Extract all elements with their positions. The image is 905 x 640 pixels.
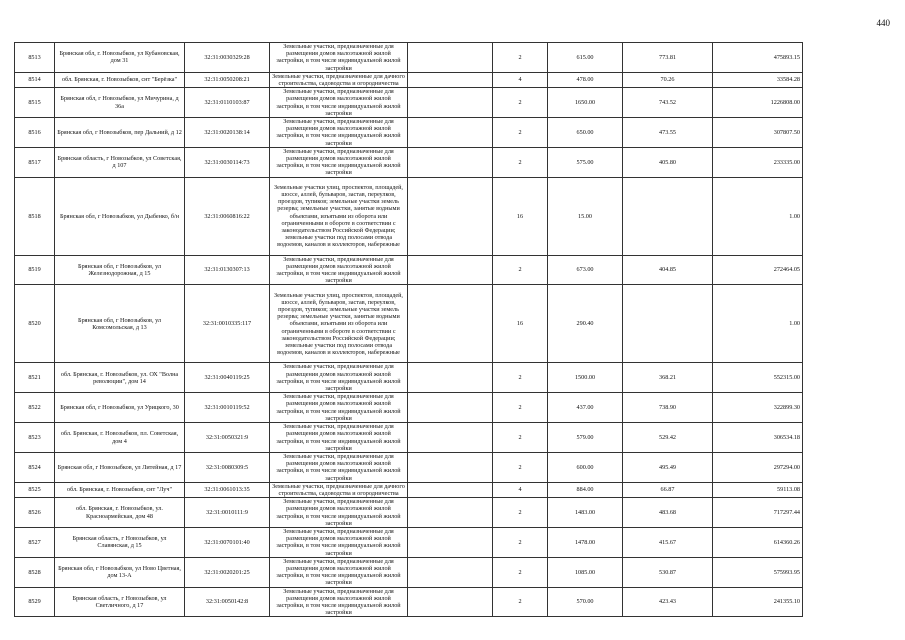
land-use-cell: Земельные участки улиц, проспектов, площадей, шоссе, аллей, бульваров, застав, переулков, проездов, тупиков; земельные участки земель резерва; земельные участки, занятые водными объектами, изъятыми из оборота или ограниченными в обороте в соответствии с законодательством Российской Федерации; земельные участки под полосами отвода водоемов, каналов и коллекторов, набережные (270, 285, 408, 363)
cadastral-value-cell: 475893.15 (713, 43, 803, 73)
specific-value-cell (623, 285, 713, 363)
cadastral-value-cell: 575993.95 (713, 557, 803, 587)
land-use-cell: Земельные участки, предназначенные для размещения домов малоэтажной жилой застройки, в том числе индивидуальной жилой застройки (270, 393, 408, 423)
address-cell: обл. Брянская, г. Новозыбков, ул. Красноармейская, дом 48 (55, 498, 185, 528)
table-row (15, 72, 893, 87)
address-cell: обл. Брянская, г. Новозыбков, снт "Берёзка" (55, 72, 185, 87)
address-cell: Брянская обл, г. Новозыбков, ул Кубановская, дом 31 (55, 43, 185, 73)
cadastral-number-cell: 32:31:0080309:5 (185, 452, 270, 482)
cadastral-number-cell: 32:31:0010111:9 (185, 498, 270, 528)
specific-value-cell: 530.87 (623, 557, 713, 587)
area-cell: 15.00 (548, 177, 623, 255)
land-use-cell: Земельные участки, предназначенные для размещения домов малоэтажной жилой застройки, в том числе индивидуальной жилой застройки (270, 423, 408, 453)
table-row (15, 393, 893, 423)
land-use-cell: Земельные участки, предназначенные для размещения домов малоэтажной жилой застройки, в том числе индивидуальной жилой застройки (270, 363, 408, 393)
blank-cell (408, 88, 493, 118)
cadastral-value-cell: 322899.30 (713, 393, 803, 423)
cadastral-number-cell: 32:31:0050142:8 (185, 587, 270, 617)
specific-value-cell: 368.21 (623, 363, 713, 393)
row-number-cell: 8514 (15, 72, 55, 87)
row-number-cell: 8528 (15, 557, 55, 587)
blank-cell (408, 498, 493, 528)
land-use-cell: Земельные участки, предназначенные для размещения домов малоэтажной жилой застройки, в том числе индивидуальной жилой застройки (270, 557, 408, 587)
area-cell: 650.00 (548, 118, 623, 148)
blank-cell (408, 557, 493, 587)
specific-value-cell: 743.52 (623, 88, 713, 118)
address-cell: Брянская обл, г Новозыбков, ул Мичурина, д 36а (55, 88, 185, 118)
group-code-cell: 16 (493, 285, 548, 363)
table-row (15, 482, 893, 497)
blank-cell (408, 587, 493, 617)
cadastral-value-cell: 307807.50 (713, 118, 803, 148)
cadastral-number-cell: 32:31:0010119:52 (185, 393, 270, 423)
group-code-cell: 2 (493, 363, 548, 393)
land-use-cell: Земельные участки, предназначенные для размещения домов малоэтажной жилой застройки, в том числе индивидуальной жилой застройки (270, 43, 408, 73)
cadastral-value-cell: 614360.26 (713, 527, 803, 557)
specific-value-cell: 495.49 (623, 452, 713, 482)
group-code-cell: 2 (493, 88, 548, 118)
cadastral-number-cell: 32:31:0020201:25 (185, 557, 270, 587)
area-cell: 575.00 (548, 147, 623, 177)
area-cell: 579.00 (548, 423, 623, 453)
row-number-cell: 8523 (15, 423, 55, 453)
blank-cell (408, 527, 493, 557)
blank-cell (408, 177, 493, 255)
blank-cell (408, 393, 493, 423)
specific-value-cell: 70.26 (623, 72, 713, 87)
area-cell: 884.00 (548, 482, 623, 497)
cadastral-value-cell: 241355.10 (713, 587, 803, 617)
group-code-cell: 2 (493, 527, 548, 557)
specific-value-cell: 405.80 (623, 147, 713, 177)
area-cell: 673.00 (548, 255, 623, 285)
cadastral-value-cell: 1.00 (713, 177, 803, 255)
area-cell: 437.00 (548, 393, 623, 423)
area-cell: 478.00 (548, 72, 623, 87)
specific-value-cell: 529.42 (623, 423, 713, 453)
land-use-cell: Земельные участки, предназначенные для размещения домов малоэтажной жилой застройки, в том числе индивидуальной жилой застройки (270, 147, 408, 177)
row-number-cell: 8522 (15, 393, 55, 423)
row-number-cell: 8529 (15, 587, 55, 617)
specific-value-cell: 66.87 (623, 482, 713, 497)
table-row (15, 423, 893, 453)
land-use-cell: Земельные участки, предназначенные для дачного строительства, садоводства и огородничества (270, 72, 408, 87)
blank-cell (408, 72, 493, 87)
address-cell: Брянская обл, г Новозыбков, ул Комсомольская, д 13 (55, 285, 185, 363)
table-row (15, 527, 893, 557)
area-cell: 1085.00 (548, 557, 623, 587)
land-use-cell: Земельные участки, предназначенные для размещения домов малоэтажной жилой застройки, в том числе индивидуальной жилой застройки (270, 255, 408, 285)
group-code-cell: 16 (493, 177, 548, 255)
blank-cell (408, 255, 493, 285)
group-code-cell: 2 (493, 147, 548, 177)
specific-value-cell: 473.55 (623, 118, 713, 148)
specific-value-cell (623, 177, 713, 255)
row-number-cell: 8521 (15, 363, 55, 393)
cadastral-number-cell: 32:31:0020138:14 (185, 118, 270, 148)
table-row (15, 498, 893, 528)
land-use-cell: Земельные участки, предназначенные для размещения домов малоэтажной жилой застройки, в том числе индивидуальной жилой застройки (270, 118, 408, 148)
land-use-cell: Земельные участки, предназначенные для размещения домов малоэтажной жилой застройки, в том числе индивидуальной жилой застройки (270, 587, 408, 617)
cadastral-value-table (14, 42, 893, 617)
cadastral-number-cell: 32:31:0110103:87 (185, 88, 270, 118)
land-use-cell: Земельные участки, предназначенные для размещения домов малоэтажной жилой застройки, в том числе индивидуальной жилой застройки (270, 88, 408, 118)
table-row (15, 43, 893, 73)
table-row (15, 363, 893, 393)
row-number-cell: 8515 (15, 88, 55, 118)
row-number-cell: 8526 (15, 498, 55, 528)
cadastral-number-cell: 32:31:0030114:73 (185, 147, 270, 177)
row-number-cell: 8517 (15, 147, 55, 177)
address-cell: Брянская обл, г Новозыбков, ул Железнодорожная, д 15 (55, 255, 185, 285)
area-cell: 290.40 (548, 285, 623, 363)
cadastral-value-cell: 717297.44 (713, 498, 803, 528)
table-row (15, 88, 893, 118)
group-code-cell: 4 (493, 482, 548, 497)
cadastral-value-cell: 233335.00 (713, 147, 803, 177)
row-number-cell: 8520 (15, 285, 55, 363)
cadastral-number-cell: 32:31:0040119:25 (185, 363, 270, 393)
row-number-cell: 8518 (15, 177, 55, 255)
table-row (15, 452, 893, 482)
specific-value-cell: 423.43 (623, 587, 713, 617)
cadastral-number-cell: 32:31:0010335:117 (185, 285, 270, 363)
area-cell: 570.00 (548, 587, 623, 617)
cadastral-value-cell: 1226808.00 (713, 88, 803, 118)
row-number-cell: 8527 (15, 527, 55, 557)
cadastral-value-cell: 1.00 (713, 285, 803, 363)
group-code-cell: 2 (493, 587, 548, 617)
table-row (15, 177, 893, 255)
address-cell: Брянская обл, г Новозыбков, ул Литейная, д 17 (55, 452, 185, 482)
area-cell: 1483.00 (548, 498, 623, 528)
group-code-cell: 2 (493, 118, 548, 148)
area-cell: 600.00 (548, 452, 623, 482)
blank-cell (408, 118, 493, 148)
area-cell: 1650.00 (548, 88, 623, 118)
specific-value-cell: 773.81 (623, 43, 713, 73)
group-code-cell: 2 (493, 255, 548, 285)
group-code-cell: 2 (493, 43, 548, 73)
address-cell: Брянская обл, г Новозыбков, ул Урицкого, 30 (55, 393, 185, 423)
land-use-cell: Земельные участки, предназначенные для размещения домов малоэтажной жилой застройки, в том числе индивидуальной жилой застройки (270, 498, 408, 528)
cadastral-value-cell: 59113.08 (713, 482, 803, 497)
address-cell: обл. Брянская, г. Новозыбков, снт "Луч" (55, 482, 185, 497)
blank-cell (408, 43, 493, 73)
blank-cell (408, 147, 493, 177)
address-cell: Брянская область, г Новозыбков, ул Славянская, д 15 (55, 527, 185, 557)
specific-value-cell: 404.85 (623, 255, 713, 285)
row-number-cell: 8525 (15, 482, 55, 497)
cadastral-number-cell: 32:31:0030329:28 (185, 43, 270, 73)
row-number-cell: 8519 (15, 255, 55, 285)
area-cell: 1478.00 (548, 527, 623, 557)
table-row (15, 147, 893, 177)
page-number: 440 (876, 18, 890, 28)
cadastral-number-cell: 32:31:0050208:21 (185, 72, 270, 87)
land-use-cell: Земельные участки, предназначенные для размещения домов малоэтажной жилой застройки, в том числе индивидуальной жилой застройки (270, 527, 408, 557)
table-row (15, 557, 893, 587)
table-row (15, 587, 893, 617)
group-code-cell: 4 (493, 72, 548, 87)
table-row (15, 255, 893, 285)
address-cell: Брянская обл, г Новозыбков, ул Ново Цветная, дом 13-А (55, 557, 185, 587)
table-row (15, 285, 893, 363)
cadastral-number-cell: 32:31:0061013:35 (185, 482, 270, 497)
group-code-cell: 2 (493, 452, 548, 482)
blank-cell (408, 452, 493, 482)
cadastral-value-cell: 306534.18 (713, 423, 803, 453)
specific-value-cell: 738.90 (623, 393, 713, 423)
row-number-cell: 8516 (15, 118, 55, 148)
cadastral-value-cell: 297294.00 (713, 452, 803, 482)
cadastral-number-cell: 32:31:0050321:9 (185, 423, 270, 453)
group-code-cell: 2 (493, 498, 548, 528)
table-row (15, 118, 893, 148)
group-code-cell: 2 (493, 557, 548, 587)
group-code-cell: 2 (493, 423, 548, 453)
cadastral-number-cell: 32:31:0070101:40 (185, 527, 270, 557)
table-body (15, 43, 893, 617)
group-code-cell: 2 (493, 393, 548, 423)
blank-cell (408, 482, 493, 497)
row-number-cell: 8524 (15, 452, 55, 482)
address-cell: Брянская обл, г Новозыбков, ул Дыбенко, б/н (55, 177, 185, 255)
row-number-cell: 8513 (15, 43, 55, 73)
land-use-cell: Земельные участки улиц, проспектов, площадей, шоссе, аллей, бульваров, застав, переулков, проездов, тупиков; земельные участки земель резерва; земельные участки, занятые водными объектами, изъятыми из оборота или ограниченными в обороте в соответствии с законодательством Российской Федерации; земельные участки под полосами отвода водоемов, каналов и коллекторов, набережные (270, 177, 408, 255)
specific-value-cell: 483.68 (623, 498, 713, 528)
land-use-cell: Земельные участки, предназначенные для дачного строительства, садоводства и огородничества (270, 482, 408, 497)
cadastral-value-cell: 552315.00 (713, 363, 803, 393)
address-cell: обл. Брянская, г. Новозыбков, ул. ОХ "Волна революции", дом 14 (55, 363, 185, 393)
cadastral-value-cell: 272464.05 (713, 255, 803, 285)
blank-cell (408, 285, 493, 363)
area-cell: 1500.00 (548, 363, 623, 393)
address-cell: Брянская обл, г Новозыбков, пер Дальний, д 12 (55, 118, 185, 148)
area-cell: 615.00 (548, 43, 623, 73)
specific-value-cell: 415.67 (623, 527, 713, 557)
cadastral-number-cell: 32:31:0130307:13 (185, 255, 270, 285)
address-cell: Брянская область, г Новозыбков, ул Светличного, д 17 (55, 587, 185, 617)
address-cell: обл. Брянская, г. Новозыбков, пл. Советская, дом 4 (55, 423, 185, 453)
cadastral-value-cell: 33584.28 (713, 72, 803, 87)
address-cell: Брянская область, г Новозыбков, ул Советская, д 107 (55, 147, 185, 177)
land-use-cell: Земельные участки, предназначенные для размещения домов малоэтажной жилой застройки, в том числе индивидуальной жилой застройки (270, 452, 408, 482)
blank-cell (408, 423, 493, 453)
cadastral-number-cell: 32:31:0060816:22 (185, 177, 270, 255)
blank-cell (408, 363, 493, 393)
